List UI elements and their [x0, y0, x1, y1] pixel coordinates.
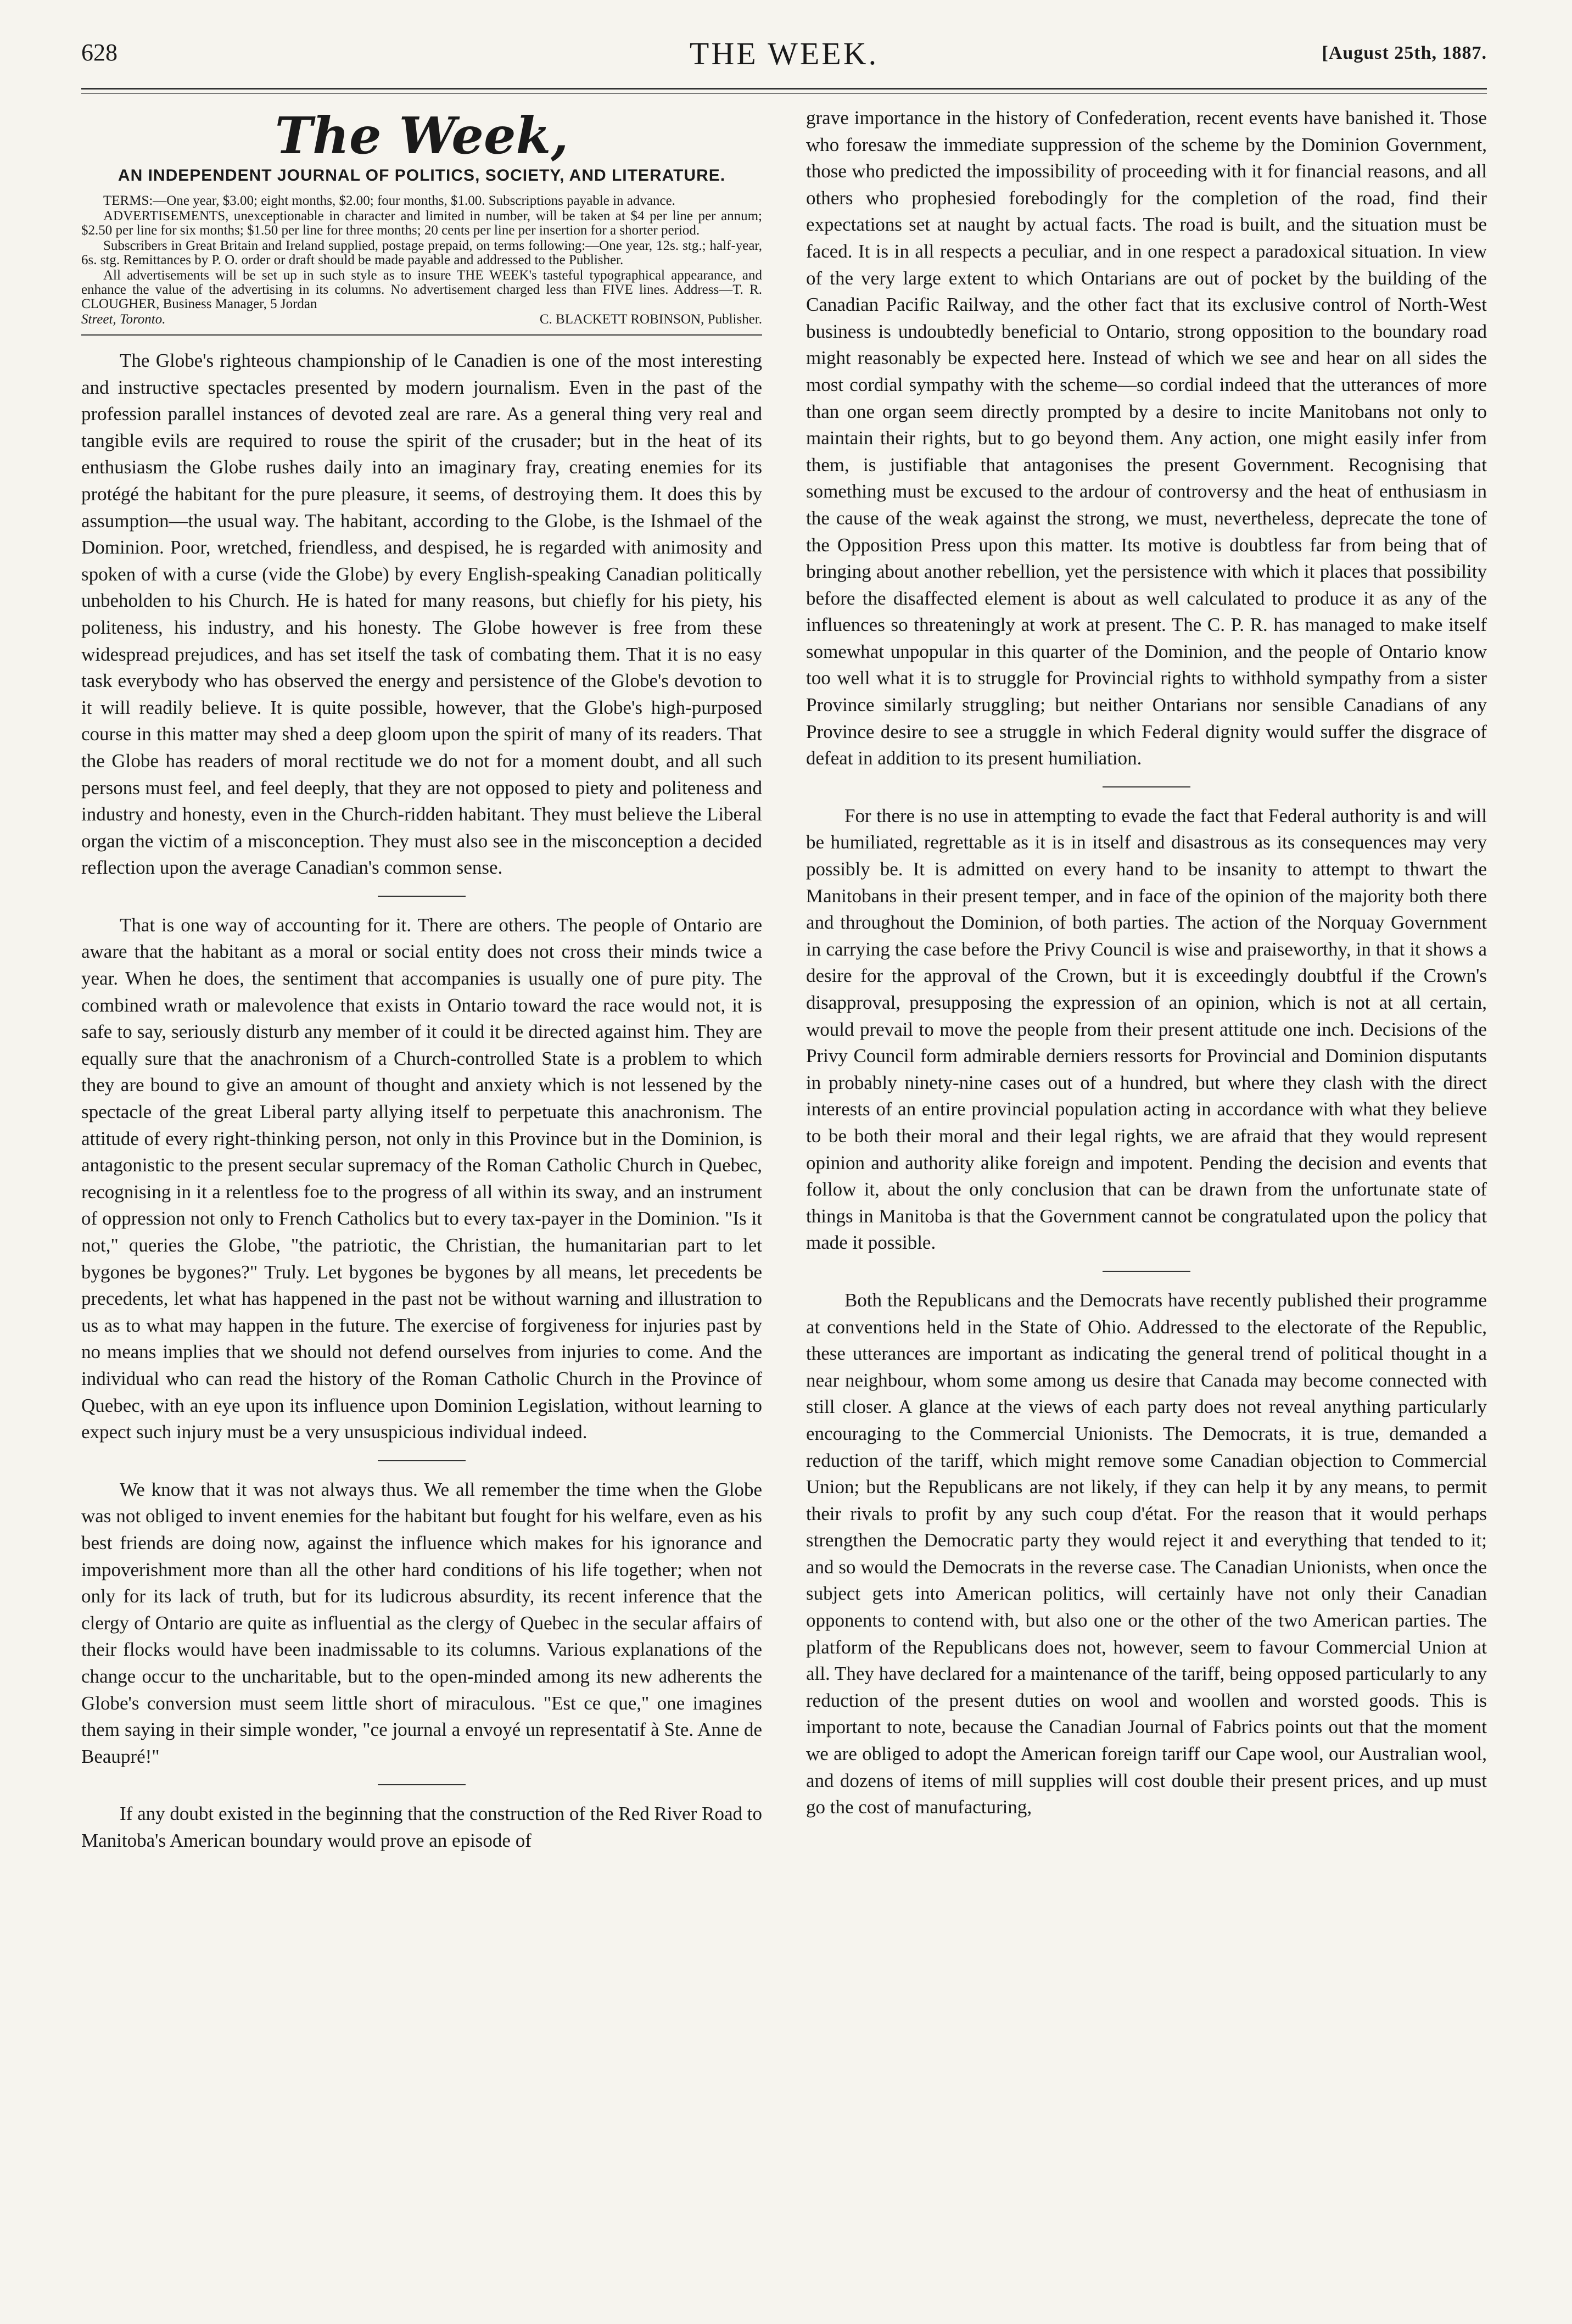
- article-paragraph: The Globe's righteous championship of le Canadien is one of the most interesting and instructive spectacles presented by modern journalism. Even in the past of the profession parallel instances of devoted zeal are rare. As a general thing very real and tangible evils are required to rouse the spirit of the crusader; but in the heat of its enthusiasm the Globe rushes daily into an imaginary fray, creating enemies for its protégé the habitant for the pure pleasure, it seems, of destroying them. It does this by assumption—the usual way. The habitant, according to the Globe, is the Ishmael of the Dominion. Poor, wretched, friendless, and despised, he is regarded with animosity and spoken of with a curse (vide the Globe) by every English-speaking Canadian politically unbeholden to his Church. He is hated for many reasons, but chiefly for his piety, his politeness, his industry, and his honesty. The Globe however is free from these widespread prejudices, and has set itself the task of combating them. That it is no easy task everybody who has observed the energy and persistence of the Globe's devotion to it will readily believe. It is quite possible, however, that the Globe's high-purposed course in this matter may shed a deep gloom upon the spirit of many of its readers. That the Globe has readers of moral rectitude we do not for a moment doubt, and all such persons must feel, and feel deeply, that they are not opposed to piety and politeness and industry and honesty, even in the Church-ridden habitant. They must believe the Liberal organ the victim of a misconception. They must also see in the misconception a decided reflection upon the average Canadian's common sense.: [81, 350, 762, 879]
- section-divider: [378, 1784, 466, 1785]
- article-paragraph: grave importance in the history of Confederation, recent events have banished it. Those who foresaw the immediate suppression of the scheme by the Dominion Government, those who predicted the impossibility of proceeding with it for financial reasons, and all others who prophesied forebodingly for the completion of the road, find their expectations set at naught by actual facts. The road is built, and the situation must be faced. It is in all respects a peculiar, and in one respect a paradoxical situation. In view of the very large extent to which Ontarians are out of pocket by the building of the Canadian Pacific Railway, and the other fact that its exclusive control of North-West business is undoubtedly beneficial to Ontario, strong opposition to the boundary road might reasonably be expected here. Instead of which we see and hear on all sides the most cordial sympathy with the scheme—so cordial indeed that the utterances of more than one organ seem directly prompted by a desire to incite Manitobans not only to maintain their rights, but to go beyond them. Any action, one might easily infer from them, is justifiable that antagonises the present Government. Recognising that something must be excused to the ardour of controversy and the heat of enthusiasm in the cause of the weak against the strong, we must, nevertheless, deprecate the tone of the Opposition Press upon this matter. Its motive is doubtless far from being that of bringing about another rebellion, yet the persistence with which it places that possibility before the disaffected element is about as well calculated to produce it as any of the influences so threateningly at work at present. The C. P. R. has managed to make itself somewhat unpopular in this quarter of the Dominion, and the people of Ontario know too well what it is to struggle for Provincial rights to withhold sympathy from a sister Province similarly struggling; but neither Ontarians nor sensible Canadians of any Province desire to see a struggle in which Federal dignity would suffer the disgrace of defeat in addition to its present humiliation.: [806, 107, 1487, 769]
- left-column: [81, 105, 762, 1854]
- subscription-terms: [81, 194, 762, 327]
- columns: [81, 105, 1487, 1854]
- ad-style-text: All advertisements will be set up in such style as to insure THE WEEK's tasteful typographical appearance, and enhance the value of the advertising in its columns. No advertisement charged less than FIVE lines. Address—T. R. CLOUGHER, Business Manager, 5 Jordan: [81, 268, 762, 311]
- issue-date: [August 25th, 1887.: [1322, 43, 1487, 63]
- section-divider: [1103, 1271, 1190, 1272]
- header-rule: [81, 88, 1487, 94]
- running-title: THE WEEK.: [689, 36, 879, 71]
- running-head: [81, 33, 1487, 88]
- publisher-name: C. BLACKETT ROBINSON, Publisher.: [539, 312, 762, 327]
- page-number: 628: [81, 39, 118, 66]
- right-column: [806, 105, 1487, 1854]
- terms-text: TERMS:—One year, $3.00; eight months, $2.00; four months, $1.00. Subscriptions payable in advance.: [103, 193, 675, 208]
- subscribers-text: Subscribers in Great Britain and Ireland supplied, postage prepaid, on terms following:—One year, 12s. stg.; half-year, 6s. stg. Remittances by P. O. order or draft should be made payable and addressed to the Publisher.: [81, 238, 762, 267]
- street-address: Street, Toronto.: [81, 312, 166, 327]
- article-paragraph: If any doubt existed in the beginning that the construction of the Red River Road to Manitoba's American boundary would prove an episode of: [81, 1803, 762, 1851]
- section-divider: [378, 896, 466, 897]
- article-paragraph: Both the Republicans and the Democrats have recently published their programme at conventions held in the State of Ohio. Addressed to the electorate of the Republic, these utterances are important as indicating the general trend of political thought in a near neighbour, whom some among us desire that Canada may become connected with still closer. A glance at the views of each party does not reveal anything particularly encouraging to the Commercial Unionists. The Democrats, it is true, demanded a reduction of the tariff, which might remove some Canadian objection to Commercial Union; but the Republicans are not likely, if they can help it by any means, to permit their rivals to profit by any such coup d'état. For the reason that it would perhaps strengthen the Democratic party they would reject it and everything that tended to it; and so would the Democrats in the reverse case. The Canadian Unionists, when once the subject gets into American politics, will certainly have not only their Canadian opponents to contend with, but also one or the other of the two American parties. The platform of the Republicans does not, however, seem to favour Commercial Union at all. They have declared for a maintenance of the tariff, being opposed particularly to any reduction of the present duties on wool and woollen and worsted goods. This is important to note, because the Canadian Journal of Fabrics points out that the moment we are obliged to adopt the American foreign tariff our Cape wool, our Australian wool, and dozens of items of mill supplies will cost double their present prices, and up must go the cost of manufacturing,: [806, 1289, 1487, 1818]
- newspaper-page: [81, 33, 1487, 2301]
- masthead-rule: [81, 334, 762, 336]
- masthead-title: The Week,: [275, 106, 569, 165]
- masthead-subtitle: AN INDEPENDENT JOURNAL OF POLITICS, SOCIETY, AND LITERATURE.: [118, 166, 726, 185]
- article-paragraph: That is one way of accounting for it. There are others. The people of Ontario are aware that the habitant as a moral or social entity does not cross their minds twice a year. When he does, the sentiment that accompanies is usually one of pure pity. The combined wrath or malevolence that exists in Ontario toward the race would not, it is safe to say, seriously disturb any member of it could it be directed against him. They are equally sure that the anachronism of a Church-controlled State is a problem to which they are bound to give an amount of thought and anxiety which is not lessened by the spectacle of the great Liberal party allying itself to perpetuate this anachronism. The attitude of every right-thinking person, not only in this Province but in the Dominion, is antagonistic to the present secular supremacy of the Roman Catholic Church in Quebec, recognising in it a relentless foe to the progress of all within its sway, and an instrument of oppression not only to French Catholics but to every tax-payer in the Dominion. "Is it not," queries the Globe, "the patriotic, the Christian, the humanitarian part to let bygones be bygones?" Truly. Let bygones be bygones by all means, let precedents be precedents, let what has happened in the past not be without warning and illustration to us as to what may happen in the future. The exercise of forgiveness for injuries past by no means implies that we should not defend ourselves from injuries to come. And the individual who can read the history of the Roman Catholic Church in the Province of Quebec, with an eye upon its influence upon Dominion Legislation, without learning to expect such injury must be a very unsuspicious individual indeed.: [81, 914, 762, 1443]
- address-line: [81, 312, 762, 327]
- article-paragraph: We know that it was not always thus. We all remember the time when the Globe was not obliged to invent enemies for the habitant but fought for his welfare, even as his best friends are doing now, against the influence which makes for his ignorance and impoverishment more than all the other hard conditions of his life together; when not only for its lack of truth, but for its ludicrous absurdity, its recent inference that the clergy of Ontario are quite as influential as the clergy of Quebec in the secular affairs of their flocks would have been inadmissable to its columns. Various explanations of the change occur to the uncharitable, but to the open-minded among its new adherents the Globe's conversion must seem little short of miraculous. "Est ce que," one imagines them saying in their simple wonder, "ce journal a envoyé un representatif à Ste. Anne de Beaupré!": [81, 1478, 762, 1767]
- section-divider: [1103, 786, 1190, 787]
- article-paragraph: For there is no use in attempting to evade the fact that Federal authority is and will be humiliated, regrettable as it is in itself and disastrous as its consequences may very possibly be. It is admitted on every hand to be insanity to attempt to thwart the Manitobans in their present temper, and in face of the opinion of the majority both there and throughout the Dominion, of both parties. The action of the Norquay Government in carrying the case before the Privy Council is wise and praiseworthy, in that it shows a desire for the approval of the Crown, but it is exceedingly doubtful if the Crown's disapproval, presupposing the expression of an opinion, which is not at all certain, would prevail to move the people from their present attitude one inch. Decisions of the Privy Council form admirable derniers ressorts for Provincial and Dominion disputants in probably ninety-nine cases out of a hundred, but where they clash with the direct interests of an entire provincial population acting in accordance with what they believe to be both their moral and their legal rights, we are afraid that they would represent opinion and authority alike foreign and impotent. Pending the decision and events that follow it, about the only conclusion that can be drawn from the unfortunate state of things in Manitoba is that the Government cannot be congratulated upon the policy that made it possible.: [806, 805, 1487, 1254]
- advertisements-text: ADVERTISEMENTS, unexceptionable in character and limited in number, will be taken at $4 per line per annum; $2.50 per line for six months; $1.50 per line for three months; 20 cents per line per insertion for a shorter period.: [81, 209, 762, 238]
- section-divider: [378, 1460, 466, 1461]
